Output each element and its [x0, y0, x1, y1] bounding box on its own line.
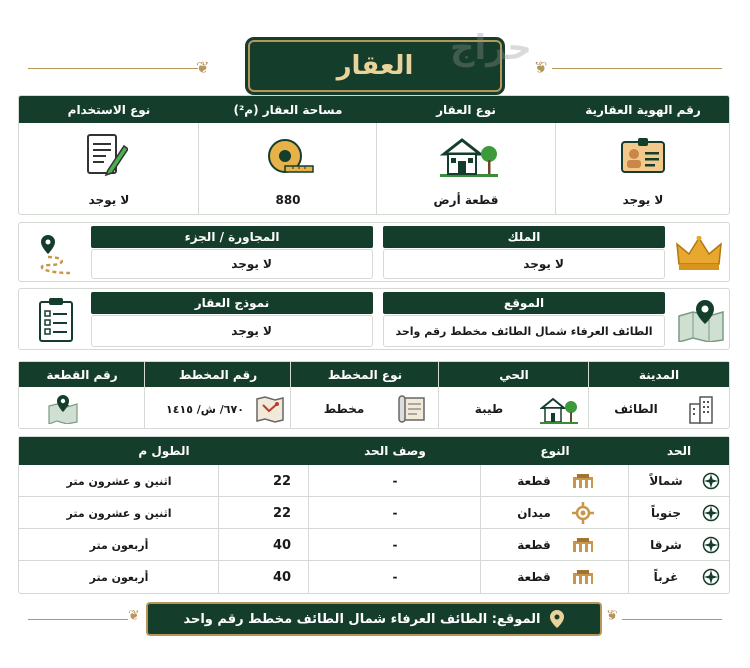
table-row: [19, 465, 729, 497]
value-district: طيبة: [474, 402, 504, 416]
table-row: [19, 529, 729, 561]
building-icon: [571, 568, 595, 586]
bound-desc: -: [392, 474, 398, 488]
compass-icon: [701, 503, 721, 523]
value-property-area: 880: [275, 193, 301, 207]
value-property-type: قطعة أرض: [433, 193, 499, 207]
bounds-table: [18, 436, 730, 594]
header-property-type: نوع العقار: [436, 102, 496, 117]
district-house-icon: [539, 392, 579, 426]
header-plan-number: رقم المخطط: [178, 367, 258, 382]
header-city: المدينة: [638, 367, 680, 382]
plot-pin-icon: [45, 392, 81, 426]
bound-type: قطعة: [517, 570, 551, 584]
id-card-icon: [619, 132, 667, 180]
compass-icon: [701, 535, 721, 555]
location-value: الطائف العرفاء شمال الطائف مخطط رقم واحد: [383, 315, 665, 347]
header-length: الطول م: [138, 444, 190, 458]
city-buildings-icon: [685, 392, 719, 426]
bound-length: 22: [272, 505, 292, 521]
value-usage-type: لا يوجد: [88, 193, 130, 207]
footer-location-text: الموقع: الطائف العرفاء شمال الطائف مخطط رقم واحد: [183, 611, 541, 627]
header-property-id: رقم الهوية العقارية: [585, 102, 701, 117]
table-row: [19, 497, 729, 529]
tape-measure-icon: [265, 132, 315, 180]
bound-length-text: اثنين و عشرون متر: [66, 474, 172, 488]
page-title: العقار: [336, 51, 414, 81]
header-plot-number: رقم القطعة: [46, 367, 118, 382]
bound-type: قطعة: [517, 538, 551, 552]
crown-icon: [673, 233, 725, 275]
checklist-icon: [33, 295, 79, 345]
house-icon: [439, 132, 499, 180]
owner-label: الملك: [383, 226, 665, 248]
header-district: الحي: [499, 367, 529, 382]
bound-length-text: أربعون متر: [89, 570, 149, 584]
building-icon: [571, 536, 595, 554]
building-icon: [571, 472, 595, 490]
header-type: النوع: [540, 444, 570, 458]
roundabout-icon: [571, 502, 595, 524]
header-plan-type: نوع المخطط: [327, 367, 403, 382]
ornament-left-icon: ❦: [196, 58, 210, 77]
map-pin-icon: [675, 297, 727, 343]
watermark: حراج: [450, 28, 532, 68]
footer-divider-right: [622, 619, 722, 620]
bound-type: قطعة: [517, 474, 551, 488]
bound-length-text: اثنين و عشرون متر: [66, 506, 172, 520]
bound-length: 40: [272, 537, 292, 553]
header-boundary-desc: وصف الحد: [364, 444, 426, 458]
form-label: نموذج العقار: [91, 292, 373, 314]
value-city: الطائف: [614, 402, 658, 416]
header-side: الحد: [666, 444, 692, 458]
value-plan-number: ٦٧٠/ ش/ ١٤١٥: [166, 402, 244, 416]
header-property-area: مساحة العقار (م²): [233, 102, 343, 117]
footer-divider-left: [28, 619, 128, 620]
bound-length: 22: [272, 473, 292, 489]
property-table: [18, 95, 730, 215]
title-divider-left: [28, 68, 198, 69]
value-plan-type: مخطط: [323, 402, 365, 416]
footer-location-banner: [146, 602, 602, 636]
document-edit-icon: [81, 130, 131, 180]
bound-side: جنوباً: [650, 506, 682, 520]
bound-side: شرقا: [650, 538, 682, 552]
route-pin-icon: [33, 229, 79, 277]
neighborhood-part-value: لا يوجد: [91, 249, 373, 279]
bound-desc: -: [392, 538, 398, 552]
plan-map-icon: [253, 392, 287, 426]
city-table: [18, 361, 730, 429]
footer-ornament-left-icon: ❦: [128, 608, 140, 624]
neighborhood-part-label: المجاورة / الجزء: [91, 226, 373, 248]
bound-desc: -: [392, 570, 398, 584]
bound-type: ميدان: [517, 506, 551, 520]
owner-value: لا يوجد: [383, 249, 665, 279]
bound-side: غرباً: [653, 570, 679, 584]
bound-desc: -: [392, 506, 398, 520]
location-pin-icon: [549, 609, 565, 629]
header-usage-type: نوع الاستخدام: [67, 102, 151, 117]
bound-length-text: أربعون متر: [89, 538, 149, 552]
form-value: لا يوجد: [91, 315, 373, 347]
owner-row: [18, 222, 730, 282]
title-divider-right: [552, 68, 722, 69]
scroll-plan-icon: [395, 392, 431, 426]
bound-side: شمالاً: [649, 474, 683, 488]
compass-icon: [701, 471, 721, 491]
footer-ornament-right-icon: ❦: [606, 608, 618, 624]
bound-length: 40: [272, 569, 292, 585]
table-row: [19, 561, 729, 593]
location-label: الموقع: [383, 292, 665, 314]
ornament-right-icon: ❦: [534, 58, 548, 77]
compass-icon: [701, 567, 721, 587]
value-property-id: لا يوجد: [622, 193, 664, 207]
location-row: [18, 288, 730, 350]
